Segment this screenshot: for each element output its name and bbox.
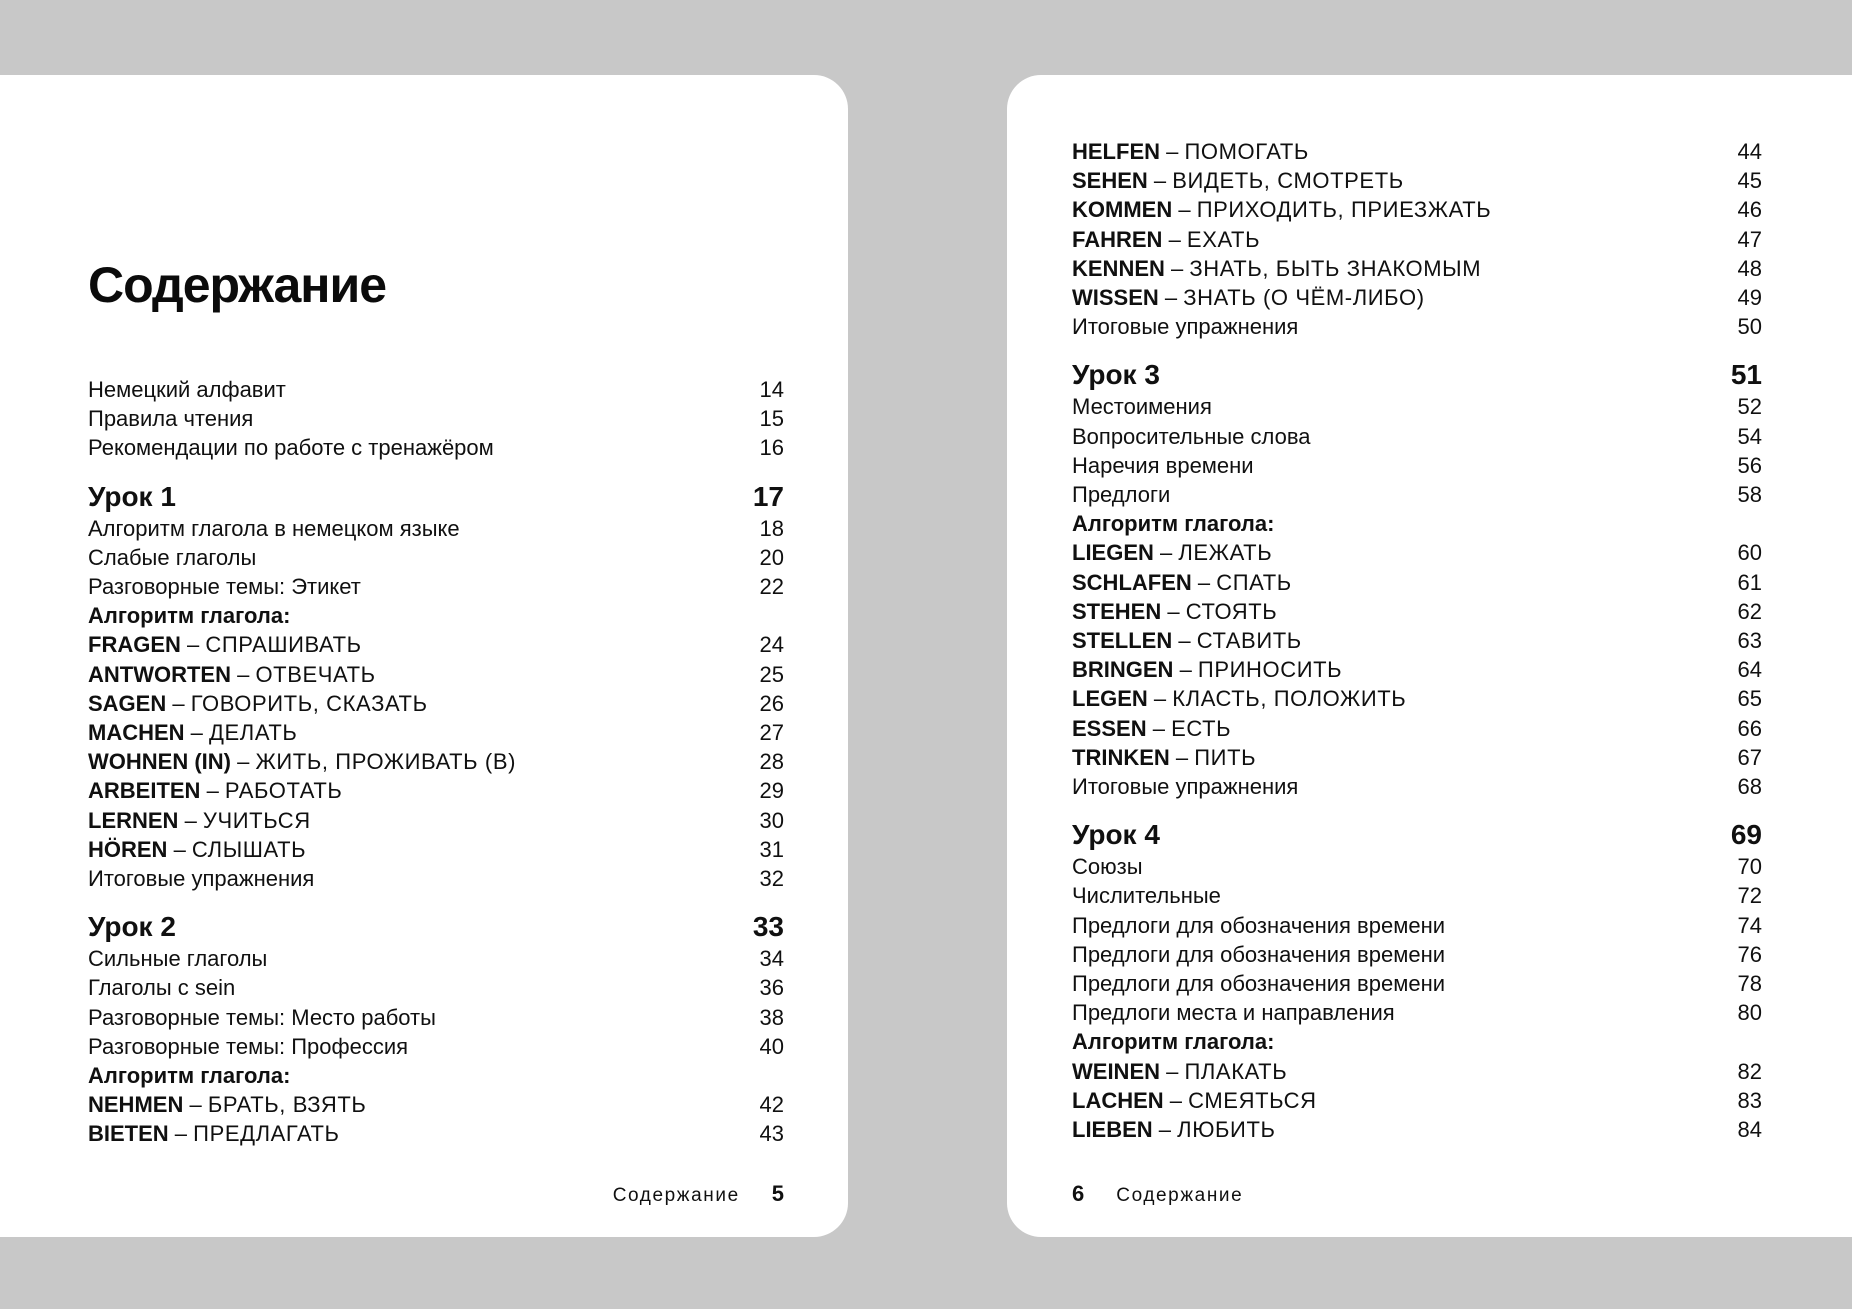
toc-entry-title: Алгоритм глагола: <box>88 1063 291 1089</box>
toc-row <box>88 973 784 1002</box>
toc-row <box>88 910 784 944</box>
toc-entry-title: Итоговые упражнения <box>1072 774 1299 800</box>
toc-entry-page: 42 <box>759 1092 784 1118</box>
toc-row <box>1072 358 1762 392</box>
verb-german: LERNEN <box>88 807 179 833</box>
toc-row <box>1072 852 1762 881</box>
toc-entry-title: Разговорные темы: Профессия <box>88 1033 409 1059</box>
page-title: Содержание <box>88 257 387 313</box>
verb-russian: ПОМОГАТЬ <box>1184 139 1309 164</box>
toc-row <box>1072 969 1762 998</box>
toc-entry-title <box>1072 225 1738 254</box>
toc-entry-title <box>88 776 760 805</box>
verb-russian: РАБОТАТЬ <box>224 778 343 804</box>
toc-row <box>1072 480 1762 509</box>
toc-entry-title <box>88 689 760 718</box>
toc-entry-page: 83 <box>1737 1087 1762 1113</box>
footer-page-number: 6 <box>1072 1181 1085 1206</box>
footer-section-label: Содержание <box>1116 1185 1244 1206</box>
dash-separator: – <box>1160 1058 1185 1084</box>
toc-row <box>88 543 784 572</box>
toc-row <box>1072 626 1762 655</box>
toc-row <box>1072 254 1762 283</box>
verb-russian: ПРЕДЛАГАТЬ <box>193 1121 340 1147</box>
verb-russian: СПРАШИВАТЬ <box>205 632 362 658</box>
toc-row <box>88 1061 784 1090</box>
toc-entry-page: 30 <box>759 807 784 833</box>
toc-entry-title: Вопросительные слова <box>1072 423 1311 449</box>
toc-entry-title: Алгоритм глагола в немецком языке <box>88 515 460 541</box>
toc-entry-title <box>88 660 760 689</box>
toc-entry-title: Наречия времени <box>1072 452 1254 478</box>
left-page-footer <box>613 1181 784 1209</box>
dash-separator: – <box>1172 197 1197 223</box>
verb-german: HELFEN <box>1072 139 1160 164</box>
toc-entry-page: 28 <box>759 749 784 775</box>
toc-row <box>1072 568 1762 597</box>
toc-entry-title: Предлоги для обозначения времени <box>1072 912 1446 938</box>
toc-row <box>1072 1027 1762 1056</box>
verb-german: MACHEN <box>88 720 185 746</box>
toc-entry-title <box>1072 254 1738 283</box>
toc-row <box>88 806 784 835</box>
dash-separator: – <box>1153 540 1179 566</box>
toc-entry-title: Итоговые упражнения <box>1072 314 1299 340</box>
toc-row <box>88 1003 784 1032</box>
toc-entry-page: 32 <box>759 866 784 892</box>
toc-entry-title <box>1072 568 1738 597</box>
dash-separator: – <box>1163 1087 1189 1113</box>
toc-entry-title: Алгоритм глагола: <box>1072 511 1275 537</box>
toc-entry-title <box>88 1090 760 1119</box>
toc-entry-page: 65 <box>1737 686 1762 712</box>
toc-entry-page: 33 <box>752 911 784 943</box>
toc-entry-page: 45 <box>1737 168 1762 194</box>
dash-separator: – <box>1147 168 1173 194</box>
toc-entry-page: 66 <box>1737 715 1762 741</box>
toc-entry-page: 69 <box>1730 819 1762 851</box>
verb-german: SEHEN <box>1072 168 1148 194</box>
dash-separator: – <box>1158 285 1184 311</box>
dash-separator: – <box>180 632 206 658</box>
toc-entry-title <box>1072 195 1738 224</box>
toc-row <box>88 630 784 659</box>
verb-german: BIETEN <box>88 1121 169 1147</box>
toc-entry-title <box>1072 655 1738 684</box>
toc-entry-page: 63 <box>1737 628 1762 654</box>
toc-row <box>1072 137 1762 166</box>
dash-separator: – <box>166 690 191 716</box>
verb-russian: ДЕЛАТЬ <box>209 720 298 746</box>
toc-entry-page: 25 <box>759 661 784 687</box>
toc-entry-title <box>1072 1086 1738 1115</box>
toc-entry-title: Урок 2 <box>88 911 176 943</box>
toc-row <box>88 776 784 805</box>
toc-entry-page: 34 <box>759 946 784 972</box>
verb-german: LACHEN <box>1072 1087 1164 1113</box>
verb-russian: ПЛАКАТЬ <box>1184 1058 1288 1084</box>
toc-entry-page: 78 <box>1737 971 1762 997</box>
toc-entry-title: Итоговые упражнения <box>88 866 315 892</box>
toc-entry-page: 26 <box>759 690 784 716</box>
verb-german: SCHLAFEN <box>1072 569 1192 595</box>
toc-entry-title: Союзы <box>1072 854 1143 880</box>
toc-row <box>1072 1115 1762 1144</box>
dash-separator: – <box>1161 598 1186 624</box>
toc-row <box>88 404 784 433</box>
verb-german: FRAGEN <box>88 632 181 658</box>
toc-entry-page: 80 <box>1737 1000 1762 1026</box>
toc-entry-page: 27 <box>759 720 784 746</box>
toc-row <box>1072 911 1762 940</box>
toc-entry-page: 60 <box>1737 540 1762 566</box>
verb-russian: ЕСТЬ <box>1171 715 1232 741</box>
verb-german: HÖREN <box>88 836 168 862</box>
toc-entry-title: Числительные <box>1072 883 1221 909</box>
toc-entry-title: Рекомендации по работе с тренажёром <box>88 435 494 461</box>
verb-russian: ОТВЕЧАТЬ <box>255 661 376 687</box>
toc-row <box>1072 195 1762 224</box>
toc-entry-title: Предлоги <box>1072 482 1171 508</box>
verb-german: SAGEN <box>88 690 167 716</box>
dash-separator: – <box>230 661 256 687</box>
toc-row <box>1072 509 1762 538</box>
toc-entry-title <box>88 747 760 776</box>
toc-row <box>1072 940 1762 969</box>
toc-page-left <box>0 75 848 1237</box>
toc-row <box>88 1090 784 1119</box>
toc-entry-title <box>88 835 760 864</box>
toc-row <box>88 375 784 404</box>
dash-separator: – <box>1162 226 1187 252</box>
verb-russian: ПРИХОДИТЬ, ПРИЕЗЖАТЬ <box>1196 197 1492 223</box>
verb-russian: ЗНАТЬ (О ЧЁМ-ЛИБО) <box>1183 285 1425 311</box>
toc-row <box>88 1119 784 1148</box>
toc-row <box>1072 1086 1762 1115</box>
toc-entry-title: Местоимения <box>1072 394 1212 420</box>
dash-separator: – <box>200 778 225 804</box>
toc-entry-page: 17 <box>752 480 784 512</box>
toc-entry-title <box>1072 626 1738 655</box>
toc-entry-page: 38 <box>759 1004 784 1030</box>
toc-entry-page: 43 <box>759 1121 784 1147</box>
toc-entry-title: Предлоги места и направления <box>1072 1000 1395 1026</box>
toc-entry-title <box>1072 743 1738 772</box>
toc-entry-title <box>1072 714 1738 743</box>
dash-separator: – <box>1146 715 1172 741</box>
toc-entry-page: 52 <box>1737 394 1762 420</box>
toc-list-right <box>1072 137 1762 1144</box>
toc-entry-title <box>1072 1057 1738 1086</box>
dash-separator: – <box>1169 744 1195 770</box>
toc-row <box>1072 225 1762 254</box>
verb-german: NEHMEN <box>88 1092 184 1118</box>
toc-row <box>1072 1057 1762 1086</box>
toc-entry-page: 58 <box>1737 482 1762 508</box>
toc-entry-title: Разговорные темы: Место работы <box>88 1004 436 1030</box>
verb-russian: ЛЕЖАТЬ <box>1178 540 1273 566</box>
dash-separator: – <box>1172 628 1197 654</box>
dash-separator: – <box>183 1092 208 1118</box>
toc-entry-title <box>88 806 760 835</box>
verb-russian: СПАТЬ <box>1216 569 1292 595</box>
verb-german: ARBEITEN <box>88 778 201 804</box>
verb-russian: ВИДЕТЬ, СМОТРЕТЬ <box>1172 168 1404 194</box>
verb-german: KENNEN <box>1072 255 1165 281</box>
toc-row <box>1072 881 1762 910</box>
toc-entry-page: 82 <box>1737 1058 1762 1084</box>
toc-entry-title: Сильные глаголы <box>88 946 268 972</box>
toc-row <box>1072 655 1762 684</box>
toc-row <box>88 864 784 893</box>
verb-german: TRINKEN <box>1072 744 1170 770</box>
verb-german: ESSEN <box>1072 715 1147 741</box>
toc-entry-title: Глаголы с sein <box>88 975 236 1001</box>
verb-russian: ПИТЬ <box>1194 744 1257 770</box>
verb-russian: ГОВОРИТЬ, СКАЗАТЬ <box>190 690 428 716</box>
verb-russian: ЖИТЬ, ПРОЖИВАТЬ (В) <box>255 749 517 775</box>
toc-row <box>1072 538 1762 567</box>
toc-row <box>1072 772 1762 801</box>
verb-german: ANTWORTEN <box>88 661 231 687</box>
dash-separator: – <box>1160 139 1185 164</box>
toc-entry-title: Разговорные темы: Этикет <box>88 574 361 600</box>
toc-entry-title: Предлоги для обозначения времени <box>1072 971 1446 997</box>
dash-separator: – <box>1191 569 1217 595</box>
toc-entry-page: 46 <box>1737 197 1762 223</box>
toc-entry-title <box>1072 137 1738 166</box>
right-page-footer <box>1072 1181 1243 1209</box>
verb-russian: СТАВИТЬ <box>1196 628 1302 654</box>
toc-entry-page: 76 <box>1737 941 1762 967</box>
toc-entry-title <box>1072 166 1738 195</box>
toc-entry-title: Урок 1 <box>88 480 176 512</box>
verb-german: BRINGEN <box>1072 657 1174 683</box>
verb-russian: ЗНАТЬ, БЫТЬ ЗНАКОМЫМ <box>1189 255 1482 281</box>
toc-entry-page: 54 <box>1737 423 1762 449</box>
toc-entry-page: 72 <box>1737 883 1762 909</box>
verb-russian: ЛЮБИТЬ <box>1177 1117 1276 1143</box>
verb-german: WISSEN <box>1072 285 1159 311</box>
toc-row <box>88 944 784 973</box>
toc-entry-title <box>1072 283 1738 312</box>
verb-german: LIEBEN <box>1072 1117 1153 1143</box>
toc-row <box>88 660 784 689</box>
toc-row <box>88 747 784 776</box>
dash-separator: – <box>1173 657 1198 683</box>
toc-entry-page: 84 <box>1737 1117 1762 1143</box>
toc-entry-page: 70 <box>1737 854 1762 880</box>
toc-row <box>88 480 784 514</box>
toc-entry-page: 74 <box>1737 912 1762 938</box>
toc-entry-title: Алгоритм глагола: <box>88 603 291 629</box>
footer-page-number: 5 <box>771 1181 784 1206</box>
toc-row <box>88 835 784 864</box>
toc-entry-page: 29 <box>759 778 784 804</box>
toc-entry-page: 56 <box>1737 452 1762 478</box>
toc-entry-page: 48 <box>1737 255 1762 281</box>
toc-list-left <box>88 375 784 1149</box>
toc-entry-page: 15 <box>759 406 784 432</box>
dash-separator: – <box>230 749 256 775</box>
toc-row <box>88 572 784 601</box>
toc-entry-title <box>88 630 760 659</box>
toc-entry-page: 44 <box>1737 139 1762 164</box>
toc-entry-page: 18 <box>759 515 784 541</box>
toc-row <box>88 514 784 543</box>
verb-russian: КЛАСТЬ, ПОЛОЖИТЬ <box>1172 686 1407 712</box>
toc-row <box>88 601 784 630</box>
toc-entry-title: Слабые глаголы <box>88 544 257 570</box>
verb-german: WOHNEN (IN) <box>88 749 231 775</box>
toc-row <box>1072 998 1762 1027</box>
toc-entry-title <box>1072 684 1738 713</box>
dash-separator: – <box>1147 686 1173 712</box>
verb-german: LEGEN <box>1072 686 1148 712</box>
verb-german: FAHREN <box>1072 226 1163 252</box>
toc-entry-page: 68 <box>1737 774 1762 800</box>
dash-separator: – <box>1152 1117 1178 1143</box>
toc-entry-page: 16 <box>759 435 784 461</box>
toc-entry-page: 49 <box>1737 285 1762 311</box>
toc-entry-title <box>1072 1115 1738 1144</box>
toc-entry-page: 62 <box>1737 598 1762 624</box>
toc-row <box>1072 166 1762 195</box>
toc-entry-page: 47 <box>1737 226 1762 252</box>
toc-entry-page: 67 <box>1737 744 1762 770</box>
verb-russian: СМЕЯТЬСЯ <box>1188 1087 1317 1113</box>
dash-separator: – <box>167 836 192 862</box>
toc-entry-title: Урок 4 <box>1072 819 1160 851</box>
toc-entry-page: 31 <box>759 836 784 862</box>
toc-row <box>88 689 784 718</box>
dash-separator: – <box>178 807 203 833</box>
toc-entry-title: Предлоги для обозначения времени <box>1072 941 1446 967</box>
verb-russian: БРАТЬ, ВЗЯТЬ <box>207 1092 367 1118</box>
toc-entry-page: 61 <box>1737 569 1762 595</box>
toc-entry-page: 40 <box>759 1033 784 1059</box>
toc-row <box>1072 597 1762 626</box>
dash-separator: – <box>184 720 210 746</box>
toc-row <box>1072 684 1762 713</box>
toc-entry-page: 36 <box>759 975 784 1001</box>
toc-row <box>88 433 784 462</box>
verb-german: WEINEN <box>1072 1058 1160 1084</box>
toc-entry-page: 22 <box>759 574 784 600</box>
toc-entry-page: 24 <box>759 632 784 658</box>
verb-russian: ЕХАТЬ <box>1186 226 1261 252</box>
toc-page-right <box>1007 75 1852 1237</box>
toc-entry-page: 14 <box>759 377 784 402</box>
toc-entry-title: Алгоритм глагола: <box>1072 1029 1275 1055</box>
toc-row <box>1072 392 1762 421</box>
toc-entry-page: 51 <box>1730 359 1762 391</box>
toc-row <box>1072 283 1762 312</box>
verb-russian: СЛЫШАТЬ <box>191 836 307 862</box>
toc-row <box>1072 743 1762 772</box>
toc-entry-title: Урок 3 <box>1072 359 1160 391</box>
toc-row <box>88 718 784 747</box>
verb-german: LIEGEN <box>1072 540 1154 566</box>
verb-russian: ПРИНОСИТЬ <box>1197 657 1343 683</box>
dash-separator: – <box>168 1121 194 1147</box>
toc-entry-title <box>1072 597 1738 626</box>
toc-entry-title: Правила чтения <box>88 406 254 432</box>
verb-russian: СТОЯТЬ <box>1185 598 1278 624</box>
verb-german: STEHEN <box>1072 598 1162 624</box>
toc-entry-title <box>88 1119 760 1148</box>
verb-german: KOMMEN <box>1072 197 1173 223</box>
toc-entry-title: Немецкий алфавит <box>88 377 286 402</box>
toc-row <box>1072 422 1762 451</box>
toc-row <box>88 1032 784 1061</box>
toc-row <box>1072 818 1762 852</box>
toc-entry-page: 64 <box>1737 657 1762 683</box>
toc-entry-title <box>88 718 760 747</box>
toc-entry-page: 20 <box>759 544 784 570</box>
toc-row <box>1072 714 1762 743</box>
toc-entry-title <box>1072 538 1738 567</box>
toc-entry-page: 50 <box>1737 314 1762 340</box>
dash-separator: – <box>1164 255 1190 281</box>
verb-german: STELLEN <box>1072 628 1173 654</box>
footer-section-label: Содержание <box>612 1185 740 1206</box>
toc-row <box>1072 451 1762 480</box>
verb-russian: УЧИТЬСЯ <box>202 807 311 833</box>
toc-row <box>1072 312 1762 341</box>
